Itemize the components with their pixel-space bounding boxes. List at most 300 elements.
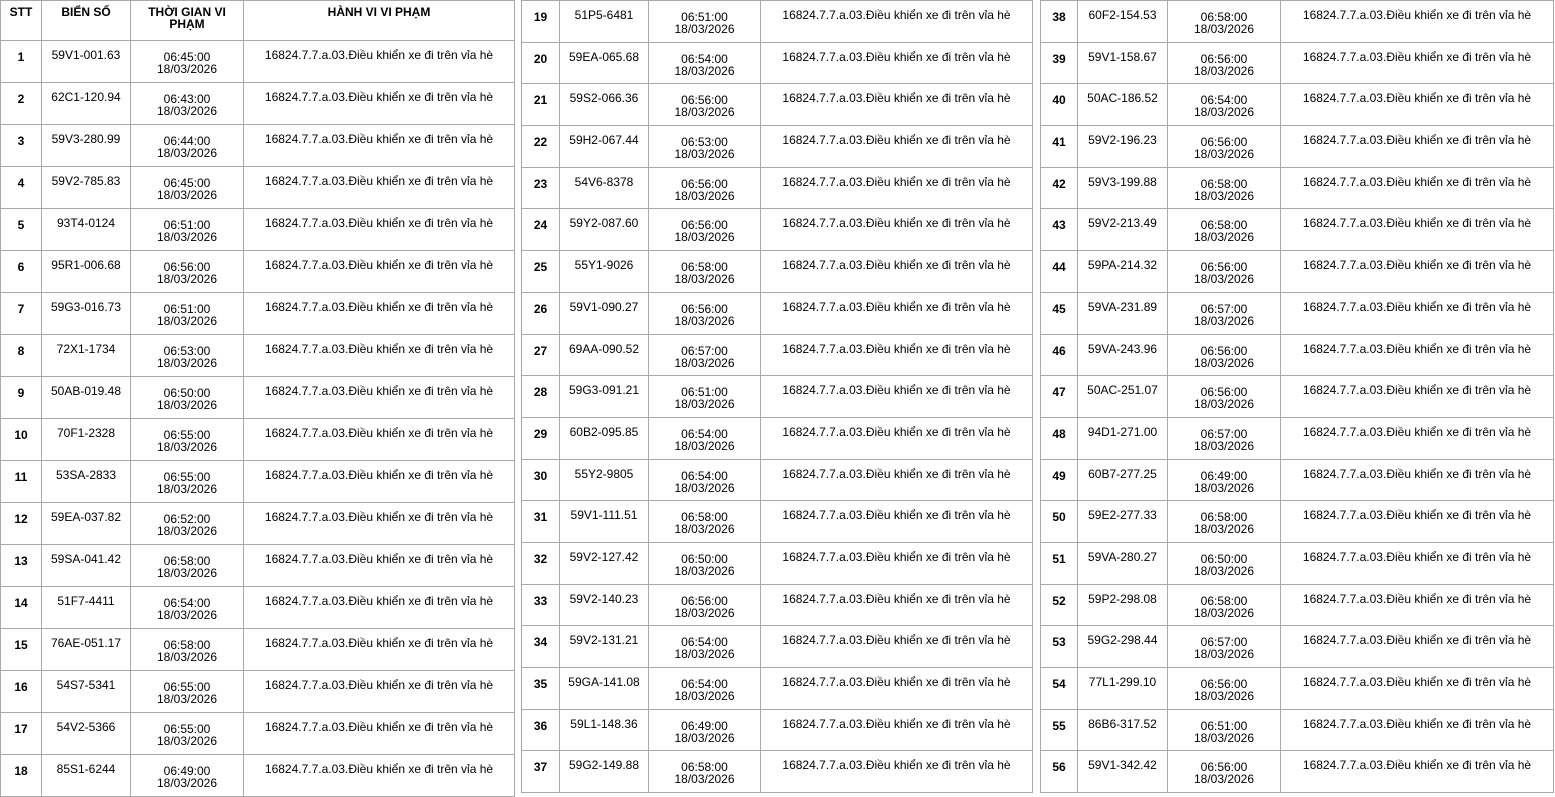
stt-cell: 30 xyxy=(522,459,560,501)
time-value: 06:55:00 xyxy=(163,680,211,694)
table-row xyxy=(522,209,1033,251)
plate-cell: 77L1-299.10 xyxy=(1078,668,1168,710)
time-cell xyxy=(649,209,761,251)
time-cell xyxy=(131,335,244,377)
time-value: 06:54:00 xyxy=(681,635,728,650)
date-value: 18/03/2026 xyxy=(1193,772,1255,787)
plate-cell: 94D1-271.00 xyxy=(1078,417,1168,459)
time-value: 06:56:00 xyxy=(1200,343,1248,358)
date-value: 18/03/2026 xyxy=(1193,355,1255,370)
header-plate: BIỂN SỐ xyxy=(42,1,131,41)
table-row xyxy=(1,587,515,629)
violation-cell: 16824.7.7.a.03.Điều khiển xe đi trên vỉa hè xyxy=(244,671,515,713)
stt-cell: 51 xyxy=(1041,542,1078,584)
table-row xyxy=(1041,668,1554,710)
plate-cell: 70F1-2328 xyxy=(42,419,131,461)
time-cell xyxy=(1168,126,1281,168)
time-cell xyxy=(649,501,761,543)
table-row xyxy=(1,461,515,503)
time-value: 06:56:00 xyxy=(1200,51,1248,66)
date-value: 18/03/2026 xyxy=(1193,230,1255,245)
time-cell xyxy=(649,292,761,334)
table-row xyxy=(522,459,1033,501)
stt-cell: 12 xyxy=(1,503,42,545)
date-value: 18/03/2026 xyxy=(674,230,735,245)
table-row xyxy=(1,335,515,377)
plate-cell: 59GA-141.08 xyxy=(560,668,649,710)
time-value: 06:49:00 xyxy=(1200,468,1248,483)
plate-cell: 59V1-090.27 xyxy=(560,292,649,334)
stt-cell: 1 xyxy=(1,41,42,83)
stt-cell: 25 xyxy=(522,251,560,293)
table-row xyxy=(1041,251,1554,293)
date-value: 18/03/2026 xyxy=(156,356,218,370)
time-value: 06:57:00 xyxy=(1200,301,1248,316)
violation-cell: 16824.7.7.a.03.Điều khiển xe đi trên vỉa hè xyxy=(244,755,515,797)
date-value: 18/03/2026 xyxy=(156,734,218,748)
time-value: 06:57:00 xyxy=(1200,635,1248,650)
time-value: 06:54:00 xyxy=(681,677,728,691)
time-value: 06:50:00 xyxy=(681,551,728,566)
time-cell xyxy=(131,461,244,503)
plate-cell: 76AE-051.17 xyxy=(42,629,131,671)
table-row xyxy=(1041,42,1554,84)
violation-table-part-3 xyxy=(1040,0,1554,793)
table-row xyxy=(1,209,515,251)
stt-cell: 22 xyxy=(522,126,560,168)
violation-cell: 16824.7.7.a.03.Điều khiển xe đi trên vỉa hè xyxy=(761,501,1033,543)
stt-cell: 56 xyxy=(1041,751,1078,793)
table-row xyxy=(1041,334,1554,376)
stt-cell: 55 xyxy=(1041,709,1078,751)
header-stt: STT xyxy=(1,1,42,41)
violation-cell: 16824.7.7.a.03.Điều khiển xe đi trên vỉa hè xyxy=(761,668,1033,710)
time-value: 06:57:00 xyxy=(1200,426,1248,441)
time-value: 06:58:00 xyxy=(1200,10,1248,24)
time-cell xyxy=(1168,251,1281,293)
time-value: 06:58:00 xyxy=(681,760,728,775)
stt-cell: 53 xyxy=(1041,626,1078,668)
plate-cell: 85S1-6244 xyxy=(42,755,131,797)
date-value: 18/03/2026 xyxy=(1193,438,1255,453)
stt-cell: 46 xyxy=(1041,334,1078,376)
table-row xyxy=(1,419,515,461)
violation-cell: 16824.7.7.a.03.Điều khiển xe đi trên vỉa hè xyxy=(244,503,515,545)
time-value: 06:56:00 xyxy=(1200,260,1248,275)
time-value: 06:51:00 xyxy=(163,302,211,316)
time-cell xyxy=(649,376,761,418)
table-row xyxy=(522,42,1033,84)
table-row xyxy=(522,751,1033,793)
violation-cell: 16824.7.7.a.03.Điều khiển xe đi trên vỉa hè xyxy=(1281,292,1554,334)
time-cell xyxy=(131,251,244,293)
violation-cell: 16824.7.7.a.03.Điều khiển xe đi trên vỉa hè xyxy=(244,419,515,461)
date-value: 18/03/2026 xyxy=(674,105,735,120)
stt-cell: 35 xyxy=(522,668,560,710)
violation-cell: 16824.7.7.a.03.Điều khiển xe đi trên vỉa hè xyxy=(761,334,1033,376)
violation-cell: 16824.7.7.a.03.Điều khiển xe đi trên vỉa hè xyxy=(1281,251,1554,293)
table-row xyxy=(1041,751,1554,793)
time-value: 06:49:00 xyxy=(163,764,211,778)
plate-cell: 59VA-243.96 xyxy=(1078,334,1168,376)
time-value: 06:56:00 xyxy=(681,593,728,608)
time-value: 06:54:00 xyxy=(681,468,728,483)
time-cell xyxy=(131,755,244,797)
violation-cell: 16824.7.7.a.03.Điều khiển xe đi trên vỉa hè xyxy=(244,377,515,419)
stt-cell: 49 xyxy=(1041,459,1078,501)
plate-cell: 55Y2-9805 xyxy=(560,459,649,501)
date-value: 18/03/2026 xyxy=(156,566,218,580)
time-cell xyxy=(649,334,761,376)
plate-cell: 59V2-127.42 xyxy=(560,542,649,584)
time-cell xyxy=(131,419,244,461)
stt-cell: 24 xyxy=(522,209,560,251)
violation-cell: 16824.7.7.a.03.Điều khiển xe đi trên vỉa hè xyxy=(1281,1,1554,43)
plate-cell: 60B7-277.25 xyxy=(1078,459,1168,501)
table-row xyxy=(1,713,515,755)
time-value: 06:44:00 xyxy=(163,134,211,148)
violation-cell: 16824.7.7.a.03.Điều khiển xe đi trên vỉa hè xyxy=(1281,84,1554,126)
time-cell xyxy=(131,125,244,167)
stt-cell: 19 xyxy=(522,1,560,43)
violation-cell: 16824.7.7.a.03.Điều khiển xe đi trên vỉa hè xyxy=(244,587,515,629)
time-value: 06:54:00 xyxy=(1200,93,1248,108)
violation-table-part-2 xyxy=(521,0,1033,793)
table-row xyxy=(1,83,515,125)
time-value: 06:55:00 xyxy=(163,428,211,442)
table-body xyxy=(522,1,1033,793)
date-value: 18/03/2026 xyxy=(1193,730,1255,745)
time-value: 06:52:00 xyxy=(163,512,211,526)
time-value: 06:53:00 xyxy=(163,344,211,358)
stt-cell: 43 xyxy=(1041,209,1078,251)
plate-cell: 59V1-111.51 xyxy=(560,501,649,543)
date-value: 18/03/2026 xyxy=(674,313,735,328)
violation-cell: 16824.7.7.a.03.Điều khiển xe đi trên vỉa hè xyxy=(1281,209,1554,251)
violation-cell: 16824.7.7.a.03.Điều khiển xe đi trên vỉa hè xyxy=(761,626,1033,668)
time-value: 06:54:00 xyxy=(163,596,211,610)
violation-cell: 16824.7.7.a.03.Điều khiển xe đi trên vỉa hè xyxy=(761,459,1033,501)
time-cell xyxy=(649,84,761,126)
stt-cell: 41 xyxy=(1041,126,1078,168)
time-value: 06:45:00 xyxy=(163,176,211,190)
time-cell xyxy=(649,1,761,43)
time-cell xyxy=(131,503,244,545)
table-row xyxy=(522,584,1033,626)
time-value: 06:58:00 xyxy=(163,554,211,568)
plate-cell: 59L1-148.36 xyxy=(560,709,649,751)
date-value: 18/03/2026 xyxy=(1193,272,1255,287)
stt-cell: 27 xyxy=(522,334,560,376)
table-row xyxy=(1041,167,1554,209)
date-value: 18/03/2026 xyxy=(156,230,218,244)
time-cell xyxy=(1168,542,1281,584)
date-value: 18/03/2026 xyxy=(156,692,218,706)
plate-cell: 59Y2-087.60 xyxy=(560,209,649,251)
plate-cell: 59P2-298.08 xyxy=(1078,584,1168,626)
table-row xyxy=(522,376,1033,418)
stt-cell: 8 xyxy=(1,335,42,377)
stt-cell: 15 xyxy=(1,629,42,671)
time-cell xyxy=(1168,417,1281,459)
plate-cell: 59V1-342.42 xyxy=(1078,751,1168,793)
time-value: 06:58:00 xyxy=(681,510,728,525)
time-cell xyxy=(131,587,244,629)
time-value: 06:54:00 xyxy=(681,426,728,441)
stt-cell: 45 xyxy=(1041,292,1078,334)
time-cell xyxy=(131,83,244,125)
time-cell xyxy=(1168,376,1281,418)
violation-cell: 16824.7.7.a.03.Điều khiển xe đi trên vỉa hè xyxy=(1281,542,1554,584)
table-row xyxy=(1,671,515,713)
plate-cell: 59VA-231.89 xyxy=(1078,292,1168,334)
violation-cell: 16824.7.7.a.03.Điều khiển xe đi trên vỉa hè xyxy=(244,41,515,83)
time-value: 06:56:00 xyxy=(1200,760,1248,775)
time-cell xyxy=(649,542,761,584)
table-row xyxy=(522,167,1033,209)
violation-cell: 16824.7.7.a.03.Điều khiển xe đi trên vỉa hè xyxy=(1281,126,1554,168)
table-row xyxy=(1041,84,1554,126)
time-value: 06:58:00 xyxy=(1200,176,1248,191)
table-row xyxy=(1,545,515,587)
time-value: 06:56:00 xyxy=(1200,135,1248,150)
table-row xyxy=(1,503,515,545)
time-cell xyxy=(1168,709,1281,751)
time-value: 06:56:00 xyxy=(681,93,728,108)
plate-cell: 59PA-214.32 xyxy=(1078,251,1168,293)
plate-cell: 59G2-298.44 xyxy=(1078,626,1168,668)
violation-cell: 16824.7.7.a.03.Điều khiển xe đi trên vỉa hè xyxy=(244,713,515,755)
table-row xyxy=(1,41,515,83)
time-cell xyxy=(649,126,761,168)
table-row xyxy=(1041,459,1554,501)
date-value: 18/03/2026 xyxy=(156,524,218,538)
violation-cell: 16824.7.7.a.03.Điều khiển xe đi trên vỉa hè xyxy=(761,376,1033,418)
time-cell xyxy=(1168,334,1281,376)
time-value: 06:57:00 xyxy=(681,343,728,358)
table-row xyxy=(522,126,1033,168)
table-row xyxy=(1041,126,1554,168)
date-value: 18/03/2026 xyxy=(156,482,218,496)
date-value: 18/03/2026 xyxy=(1193,397,1255,412)
violation-cell: 16824.7.7.a.03.Điều khiển xe đi trên vỉa hè xyxy=(761,209,1033,251)
time-cell xyxy=(1168,209,1281,251)
time-value: 06:56:00 xyxy=(1200,385,1248,400)
plate-cell: 51P5-6481 xyxy=(560,1,649,43)
time-value: 06:58:00 xyxy=(163,638,211,652)
plate-cell: 50AB-019.48 xyxy=(42,377,131,419)
time-value: 06:56:00 xyxy=(681,218,728,233)
stt-cell: 14 xyxy=(1,587,42,629)
plate-cell: 51F7-4411 xyxy=(42,587,131,629)
time-cell xyxy=(649,42,761,84)
plate-cell: 55Y1-9026 xyxy=(560,251,649,293)
plate-cell: 95R1-006.68 xyxy=(42,251,131,293)
date-value: 18/03/2026 xyxy=(1193,105,1255,120)
plate-cell: 54V2-5366 xyxy=(42,713,131,755)
table-row xyxy=(1041,209,1554,251)
date-value: 18/03/2026 xyxy=(674,730,735,745)
time-value: 06:45:00 xyxy=(163,50,211,64)
violation-cell: 16824.7.7.a.03.Điều khiển xe đi trên vỉa hè xyxy=(1281,459,1554,501)
plate-cell: 59V2-196.23 xyxy=(1078,126,1168,168)
date-value: 18/03/2026 xyxy=(674,522,735,537)
plate-cell: 60B2-095.85 xyxy=(560,417,649,459)
plate-cell: 50AC-251.07 xyxy=(1078,376,1168,418)
violation-cell: 16824.7.7.a.03.Điều khiển xe đi trên vỉa hè xyxy=(761,42,1033,84)
time-cell xyxy=(649,584,761,626)
stt-cell: 39 xyxy=(1041,42,1078,84)
date-value: 18/03/2026 xyxy=(156,608,218,622)
time-value: 06:56:00 xyxy=(1200,677,1248,691)
stt-cell: 38 xyxy=(1041,1,1078,43)
table-row xyxy=(1041,376,1554,418)
date-value: 18/03/2026 xyxy=(156,440,218,454)
time-value: 06:43:00 xyxy=(163,92,211,106)
date-value: 18/03/2026 xyxy=(156,146,218,160)
table-row xyxy=(522,334,1033,376)
stt-cell: 32 xyxy=(522,542,560,584)
table-row xyxy=(522,709,1033,751)
table-row xyxy=(522,251,1033,293)
time-cell xyxy=(1168,1,1281,43)
time-cell xyxy=(1168,668,1281,710)
plate-cell: 59G3-091.21 xyxy=(560,376,649,418)
violation-table-part-1 xyxy=(0,0,515,797)
plate-cell: 59V1-001.63 xyxy=(42,41,131,83)
stt-cell: 13 xyxy=(1,545,42,587)
violation-cell: 16824.7.7.a.03.Điều khiển xe đi trên vỉa hè xyxy=(1281,584,1554,626)
time-cell xyxy=(131,629,244,671)
violation-cell: 16824.7.7.a.03.Điều khiển xe đi trên vỉa hè xyxy=(1281,501,1554,543)
time-cell xyxy=(1168,501,1281,543)
violation-cell: 16824.7.7.a.03.Điều khiển xe đi trên vỉa hè xyxy=(244,545,515,587)
date-value: 18/03/2026 xyxy=(156,62,218,76)
date-value: 18/03/2026 xyxy=(1193,147,1255,162)
time-value: 06:56:00 xyxy=(681,176,728,191)
plate-cell: 59V2-131.21 xyxy=(560,626,649,668)
time-cell xyxy=(1168,584,1281,626)
stt-cell: 4 xyxy=(1,167,42,209)
stt-cell: 44 xyxy=(1041,251,1078,293)
table-row xyxy=(522,668,1033,710)
stt-cell: 52 xyxy=(1041,584,1078,626)
violation-cell: 16824.7.7.a.03.Điều khiển xe đi trên vỉa hè xyxy=(1281,417,1554,459)
date-value: 18/03/2026 xyxy=(156,398,218,412)
violation-cell: 16824.7.7.a.03.Điều khiển xe đi trên vỉa hè xyxy=(244,251,515,293)
time-cell xyxy=(1168,459,1281,501)
table-row xyxy=(1,251,515,293)
table-row xyxy=(1,167,515,209)
stt-cell: 42 xyxy=(1041,167,1078,209)
table-body xyxy=(1041,1,1554,793)
time-value: 06:54:00 xyxy=(681,51,728,66)
time-cell xyxy=(131,167,244,209)
plate-cell: 59G2-149.88 xyxy=(560,751,649,793)
violation-cell: 16824.7.7.a.03.Điều khiển xe đi trên vỉa hè xyxy=(1281,709,1554,751)
date-value: 18/03/2026 xyxy=(1193,522,1255,537)
violation-cell: 16824.7.7.a.03.Điều khiển xe đi trên vỉa hè xyxy=(1281,626,1554,668)
time-value: 06:50:00 xyxy=(1200,551,1248,566)
time-cell xyxy=(649,251,761,293)
time-cell xyxy=(649,167,761,209)
table-row xyxy=(1041,542,1554,584)
stt-cell: 17 xyxy=(1,713,42,755)
table-body xyxy=(1,41,515,797)
violation-cell: 16824.7.7.a.03.Điều khiển xe đi trên vỉa hè xyxy=(761,167,1033,209)
table-row xyxy=(1041,1,1554,43)
plate-cell: 72X1-1734 xyxy=(42,335,131,377)
stt-cell: 7 xyxy=(1,293,42,335)
stt-cell: 16 xyxy=(1,671,42,713)
time-cell xyxy=(649,417,761,459)
table-row xyxy=(1,125,515,167)
time-cell xyxy=(649,626,761,668)
time-cell xyxy=(1168,167,1281,209)
violation-cell: 16824.7.7.a.03.Điều khiển xe đi trên vỉa hè xyxy=(761,542,1033,584)
plate-cell: 53SA-2833 xyxy=(42,461,131,503)
date-value: 18/03/2026 xyxy=(674,563,735,578)
date-value: 18/03/2026 xyxy=(1193,689,1255,703)
date-value: 18/03/2026 xyxy=(674,480,735,495)
table-row xyxy=(1041,709,1554,751)
violation-cell: 16824.7.7.a.03.Điều khiển xe đi trên vỉa hè xyxy=(1281,668,1554,710)
date-value: 18/03/2026 xyxy=(674,605,735,620)
time-cell xyxy=(1168,42,1281,84)
date-value: 18/03/2026 xyxy=(1193,188,1255,203)
stt-cell: 10 xyxy=(1,419,42,461)
violation-cell: 16824.7.7.a.03.Điều khiển xe đi trên vỉa hè xyxy=(244,293,515,335)
time-cell xyxy=(649,459,761,501)
plate-cell: 86B6-317.52 xyxy=(1078,709,1168,751)
time-value: 06:49:00 xyxy=(681,718,728,733)
time-value: 06:58:00 xyxy=(1200,218,1248,233)
stt-cell: 36 xyxy=(522,709,560,751)
header-violation: HÀNH VI VI PHẠM xyxy=(244,1,515,41)
date-value: 18/03/2026 xyxy=(674,397,735,412)
stt-cell: 31 xyxy=(522,501,560,543)
time-value: 06:51:00 xyxy=(681,10,728,24)
violation-cell: 16824.7.7.a.03.Điều khiển xe đi trên vỉa hè xyxy=(761,751,1033,793)
stt-cell: 11 xyxy=(1,461,42,503)
plate-cell: 59H2-067.44 xyxy=(560,126,649,168)
stt-cell: 40 xyxy=(1041,84,1078,126)
time-value: 06:56:00 xyxy=(681,301,728,316)
table-row xyxy=(522,84,1033,126)
date-value: 18/03/2026 xyxy=(156,650,218,664)
time-cell xyxy=(1168,751,1281,793)
violation-cell: 16824.7.7.a.03.Điều khiển xe đi trên vỉa hè xyxy=(761,84,1033,126)
stt-cell: 3 xyxy=(1,125,42,167)
violation-cell: 16824.7.7.a.03.Điều khiển xe đi trên vỉa hè xyxy=(1281,167,1554,209)
stt-cell: 29 xyxy=(522,417,560,459)
plate-cell: 62C1-120.94 xyxy=(42,83,131,125)
stt-cell: 37 xyxy=(522,751,560,793)
plate-cell: 93T4-0124 xyxy=(42,209,131,251)
violation-cell: 16824.7.7.a.03.Điều khiển xe đi trên vỉa hè xyxy=(244,461,515,503)
plate-cell: 50AC-186.52 xyxy=(1078,84,1168,126)
header-time: THỜI GIAN VI PHẠM xyxy=(131,1,244,41)
date-value: 18/03/2026 xyxy=(1193,647,1255,662)
plate-cell: 59V3-199.88 xyxy=(1078,167,1168,209)
date-value: 18/03/2026 xyxy=(1193,563,1255,578)
stt-cell: 5 xyxy=(1,209,42,251)
stt-cell: 6 xyxy=(1,251,42,293)
violation-cell: 16824.7.7.a.03.Điều khiển xe đi trên vỉa hè xyxy=(244,125,515,167)
time-cell xyxy=(131,713,244,755)
stt-cell: 47 xyxy=(1041,376,1078,418)
time-cell xyxy=(131,293,244,335)
